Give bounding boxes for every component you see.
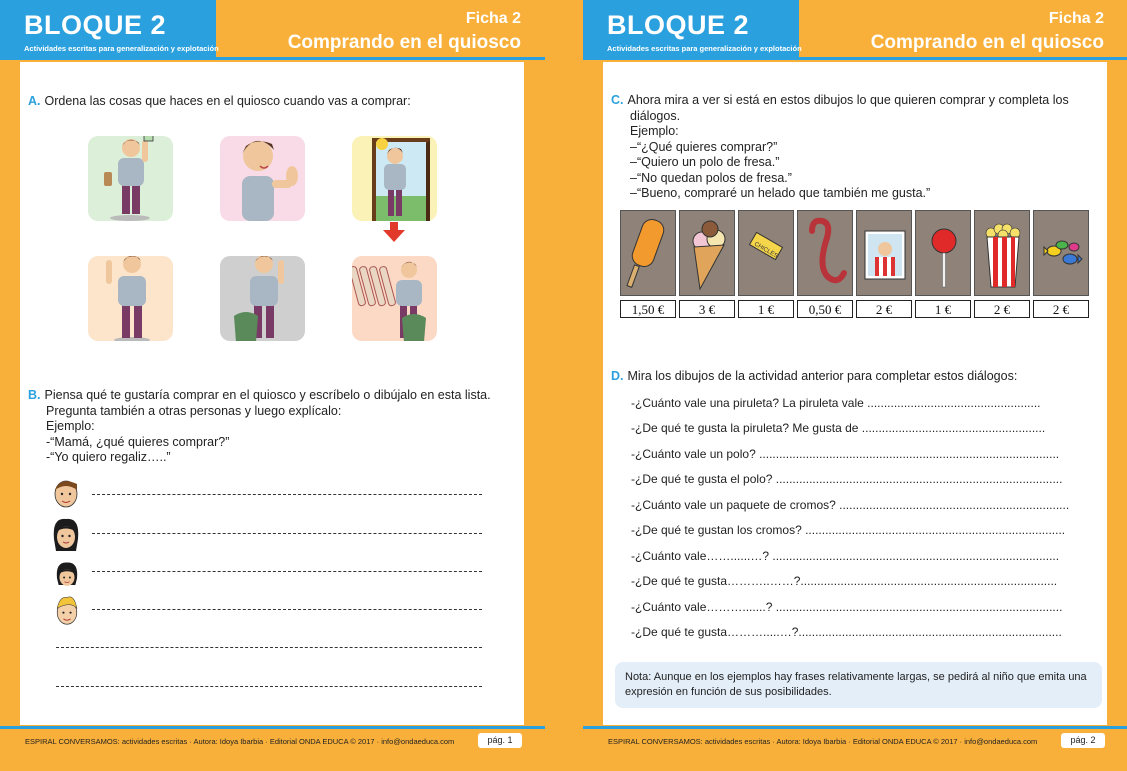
section-a-instruction: [28, 94, 411, 110]
teacher-note: [615, 662, 1102, 708]
product-lollipop: [915, 210, 971, 296]
price-label: 2 €: [856, 300, 912, 318]
worksheet-page-1: [0, 0, 545, 771]
product-ice-cream-cone: [679, 210, 735, 296]
lollipop-icon: [916, 211, 972, 297]
page-header: [583, 0, 1127, 60]
note-line: Nota: Aunque en los ejemplos hay frases relativamente largas, se pedirá al niño que emita una: [625, 671, 1087, 683]
section-d-instruction: [611, 369, 1017, 385]
boy-asking-icon: [220, 136, 305, 221]
instruction-line: diálogos.: [630, 108, 681, 123]
chicle-pack-icon: [739, 211, 795, 297]
dialogue-line[interactable]: -¿De qué te gusta la piruleta? Me gusta de .......................................................: [631, 421, 1046, 435]
dialogue-line[interactable]: -¿Cuánto vale……......…? ......................................................................................: [631, 549, 1060, 563]
answer-line[interactable]: [56, 647, 482, 648]
boy-with-bag-waving-icon: [220, 256, 305, 341]
section-letter: D.: [611, 369, 624, 383]
instruction-text: Ordena las cosas que haces en el quiosco cuando vas a comprar:: [44, 94, 411, 108]
bloque-subtitle: Actividades escritas para generalización y explotación: [24, 44, 219, 53]
instruction-line: Pregunta también a otras personas y luego explícalo:: [46, 403, 342, 418]
dialogue-line[interactable]: -¿De qué te gusta……….....…?...............................................................................: [631, 625, 1062, 639]
worksheet-page-2: [583, 0, 1127, 771]
answer-line[interactable]: [92, 571, 482, 572]
example-line: –“No quedan polos de fresa.”: [630, 170, 792, 185]
down-arrow-icon: [383, 222, 405, 242]
price-label: 1 €: [915, 300, 971, 318]
section-letter: C.: [611, 93, 624, 107]
sticker-card-icon: [857, 211, 913, 297]
example-line: -“Mamá, ¿qué quieres comprar?”: [46, 434, 230, 449]
answer-line[interactable]: [56, 686, 482, 687]
bloque-title: BLOQUE 2: [607, 10, 750, 40]
footer-credits: ESPIRAL CONVERSAMOS: actividades escritas · Autora: Idoya Ibarbia · Editorial ONDA EDUCA © 2017 · info@ondaeduca.com: [25, 737, 455, 746]
note-line: expresión en función de sus posibilidades.: [625, 686, 832, 698]
picture-boy-entering: [352, 136, 437, 221]
candies-icon: [1034, 211, 1090, 297]
picture-boy-pointing: [88, 136, 173, 221]
section-letter: A.: [28, 94, 41, 108]
product-candies: [1033, 210, 1089, 296]
boy-face-icon: [52, 474, 80, 510]
girl-face-icon: [54, 560, 80, 590]
price-label: 3 €: [679, 300, 735, 318]
example-line: -“Yo quiero regaliz…..”: [46, 450, 171, 464]
boy-waving-icon: [88, 256, 173, 341]
page-header: [0, 0, 545, 60]
dialogue-line[interactable]: -¿De qué te gusta el polo? ......................................................................................: [631, 472, 1063, 486]
dialogue-line[interactable]: -¿De qué te gusta………..……?.............................................................................: [631, 574, 1058, 588]
ficha-number: Ficha 2: [1048, 10, 1104, 27]
bloque-title: BLOQUE 2: [24, 10, 167, 40]
popcorn-icon: [975, 211, 1031, 297]
product-licorice: [797, 210, 853, 296]
boy-carrying-bag-icon: [352, 256, 437, 341]
price-label: 0,50 €: [797, 300, 853, 318]
example-line: –“Quiero un polo de fresa.”: [630, 155, 780, 169]
ice-cream-cone-icon: [680, 211, 736, 297]
answer-line[interactable]: [92, 494, 482, 495]
price-label: 1 €: [738, 300, 794, 318]
svg-text:CHICLES: CHICLES: [752, 241, 779, 260]
answer-line[interactable]: [92, 533, 482, 534]
picture-boy-carrying-bag: [352, 256, 437, 341]
ficha-number: Ficha 2: [465, 10, 521, 27]
picture-boy-with-bag: [220, 256, 305, 341]
price-label: 2 €: [974, 300, 1030, 318]
instruction-line: Ahora mira a ver si está en estos dibujos lo que quieren comprar y completa los: [627, 93, 1069, 107]
picture-boy-asking: [220, 136, 305, 221]
price-label: 1,50 €: [620, 300, 676, 318]
blond-boy-face-icon: [53, 594, 81, 626]
section-letter: B.: [28, 388, 41, 402]
boy-pointing-with-money-icon: [88, 136, 173, 221]
instruction-line: Piensa qué te gustaría comprar en el quiosco y escríbelo o dibújalo en esta lista.: [44, 388, 491, 402]
example-line: –“¿Qué quieres comprar?”: [630, 139, 778, 154]
product-chicle: [738, 210, 794, 296]
dialogue-line[interactable]: -¿De qué te gustan los cromos? ..............................................................................: [631, 523, 1066, 537]
bloque-subtitle: Actividades escritas para generalización y explotación: [607, 44, 802, 53]
dialogue-line[interactable]: -¿Cuánto vale una piruleta? La piruleta vale ....................................................: [631, 396, 1041, 410]
dialogue-line[interactable]: -¿Cuánto vale……….......? ......................................................................................: [631, 600, 1063, 614]
section-b-instruction: [28, 388, 491, 466]
mother-face-icon: [52, 517, 80, 553]
header-rule: [0, 57, 545, 60]
instruction-text: Mira los dibujos de la actividad anterior para completar estos diálogos:: [627, 369, 1018, 383]
licorice-icon: [798, 211, 854, 297]
ficha-title: Comprando en el quiosco: [287, 32, 521, 53]
example-label: Ejemplo:: [46, 419, 95, 433]
product-sticker-card: [856, 210, 912, 296]
page-number: pág. 2: [1061, 733, 1105, 748]
picture-boy-waving: [88, 256, 173, 341]
dialogue-line[interactable]: -¿Cuánto vale un paquete de cromos? .....................................................................: [631, 498, 1070, 512]
boy-entering-door-icon: [352, 136, 437, 221]
price-label: 2 €: [1033, 300, 1089, 318]
product-popcorn: [974, 210, 1030, 296]
page-number: pág. 1: [478, 733, 522, 748]
answer-line[interactable]: [92, 609, 482, 610]
example-line: –“Bueno, compraré un helado que también me gusta.”: [630, 186, 931, 200]
example-label: Ejemplo:: [630, 124, 679, 138]
section-c-instruction: [611, 93, 1069, 202]
footer-credits: ESPIRAL CONVERSAMOS: actividades escritas · Autora: Idoya Ibarbia · Editorial ONDA EDUCA © 2017 · info@ondaeduca.com: [608, 737, 1038, 746]
header-rule: [583, 57, 1127, 60]
ficha-title: Comprando en el quiosco: [870, 32, 1104, 53]
product-popsicle: [620, 210, 676, 296]
dialogue-line[interactable]: -¿Cuánto vale un polo? ..........................................................................................: [631, 447, 1060, 461]
popsicle-icon: [621, 211, 677, 297]
